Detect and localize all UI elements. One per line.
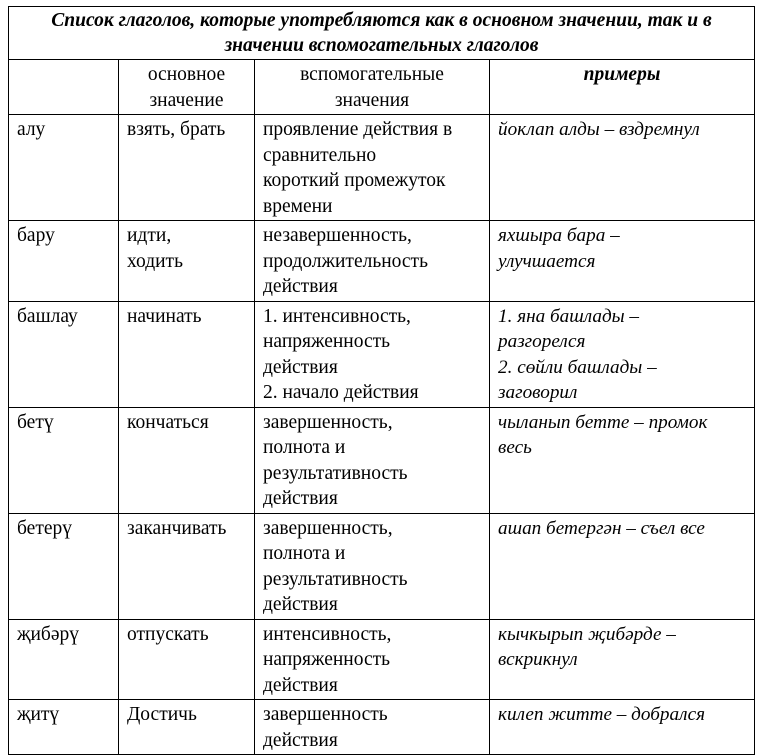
aux-meaning-line: полнота и: [263, 437, 346, 458]
example-cell: [490, 619, 755, 700]
main-meaning-cell: [119, 221, 255, 302]
aux-meaning-line: результативность: [263, 462, 408, 484]
main-meaning-cell: [119, 513, 255, 619]
aux-meaning-line: завершенность,: [263, 411, 393, 433]
table-row: [9, 221, 755, 302]
example-cell: [490, 115, 755, 221]
verbs-table: [8, 6, 755, 755]
header-aux-meanings-line: вспомогательные: [300, 64, 444, 85]
example-line: вскрикнул: [498, 649, 578, 670]
example-cell: [490, 301, 755, 407]
aux-meaning-line: результативность: [263, 568, 408, 590]
table-row: [9, 619, 755, 700]
example-line: килеп житте – добрался: [498, 704, 706, 725]
aux-meaning-line: напряженность: [263, 331, 391, 352]
aux-meaning-line: времени: [263, 195, 333, 217]
aux-meaning-line: действия: [263, 356, 338, 378]
verb-cell: бару: [9, 221, 119, 302]
aux-meaning-line: сравнительно: [263, 144, 377, 166]
example-line: заговорил: [498, 382, 578, 403]
verb-cell: алу: [9, 115, 119, 221]
aux-meaning-line: завершенность: [263, 704, 388, 725]
example-line: 2. сөйли башлады –: [498, 356, 657, 378]
table-row: [9, 513, 755, 619]
table-title: Список глаголов, которые употребляются как в основном значении, так и в значении вспомогательных глаголов: [9, 7, 755, 60]
example-line: улучшается: [498, 250, 596, 272]
aux-meaning-line: проявление действия в: [263, 119, 453, 140]
aux-meaning-cell: [255, 115, 490, 221]
aux-meaning-line: короткий промежуток: [263, 170, 446, 191]
aux-meaning-line: 2. начало действия: [263, 382, 419, 403]
aux-meaning-line: завершенность,: [263, 517, 393, 539]
example-line: весь: [498, 437, 532, 458]
aux-meaning-line: 1. интенсивность,: [263, 305, 411, 327]
aux-meaning-cell: [255, 407, 490, 513]
main-meaning-line: начинать: [127, 305, 202, 327]
main-meaning-line: заканчивать: [127, 517, 227, 539]
aux-meaning-line: напряженность: [263, 649, 391, 670]
table-row: [9, 301, 755, 407]
example-line: ашап бетергән – съел все: [498, 517, 705, 539]
aux-meaning-line: действия: [263, 488, 338, 509]
example-line: 1. яна башлады –: [498, 305, 640, 327]
title-row: [9, 7, 755, 60]
header-main-meaning-line: значение: [149, 89, 224, 111]
aux-meaning-line: незавершенность,: [263, 225, 412, 246]
example-line: чыланып бетте – промок: [498, 411, 708, 433]
verb-cell: җибәрү: [9, 619, 119, 700]
aux-meaning-cell: [255, 301, 490, 407]
example-line: яхшыра бара –: [498, 225, 620, 246]
verb-cell: башлау: [9, 301, 119, 407]
main-meaning-cell: [119, 407, 255, 513]
header-verb: [9, 60, 119, 115]
aux-meaning-line: действия: [263, 674, 338, 696]
aux-meaning-line: действия: [263, 276, 338, 297]
aux-meaning-cell: [255, 513, 490, 619]
header-main-meaning: [119, 60, 255, 115]
example-cell: [490, 700, 755, 755]
example-line: кычкырып җибәрде –: [498, 623, 676, 645]
main-meaning-cell: [119, 700, 255, 755]
main-meaning-cell: [119, 115, 255, 221]
example-cell: [490, 407, 755, 513]
main-meaning-line: кончаться: [127, 411, 209, 433]
verb-cell: җитү: [9, 700, 119, 755]
main-meaning-cell: [119, 301, 255, 407]
main-meaning-line: Достичь: [127, 704, 197, 725]
example-cell: [490, 513, 755, 619]
main-meaning-line: идти,: [127, 225, 172, 246]
aux-meaning-line: продолжительность: [263, 250, 428, 272]
header-aux-meanings-line: значения: [334, 89, 410, 111]
verb-cell: бетү: [9, 407, 119, 513]
main-meaning-line: взять, брать: [127, 119, 226, 140]
aux-meaning-line: действия: [263, 729, 338, 751]
header-main-meaning-line: основное: [147, 64, 226, 85]
header-aux-meanings: [255, 60, 490, 115]
aux-meaning-line: полнота и: [263, 543, 346, 564]
header-examples: примеры: [490, 60, 755, 115]
aux-meaning-cell: [255, 619, 490, 700]
verb-cell: бетерү: [9, 513, 119, 619]
table-row: [9, 407, 755, 513]
aux-meaning-line: интенсивность,: [263, 623, 392, 645]
main-meaning-line: ходить: [127, 250, 183, 272]
table-row: [9, 700, 755, 755]
aux-meaning-line: действия: [263, 594, 338, 615]
table-row: [9, 115, 755, 221]
main-meaning-cell: [119, 619, 255, 700]
header-row: [9, 60, 755, 115]
example-line: йоклап алды – вздремнул: [498, 119, 700, 140]
aux-meaning-cell: [255, 221, 490, 302]
main-meaning-line: отпускать: [127, 623, 209, 645]
example-line: разгорелся: [498, 331, 586, 352]
example-cell: [490, 221, 755, 302]
aux-meaning-cell: [255, 700, 490, 755]
